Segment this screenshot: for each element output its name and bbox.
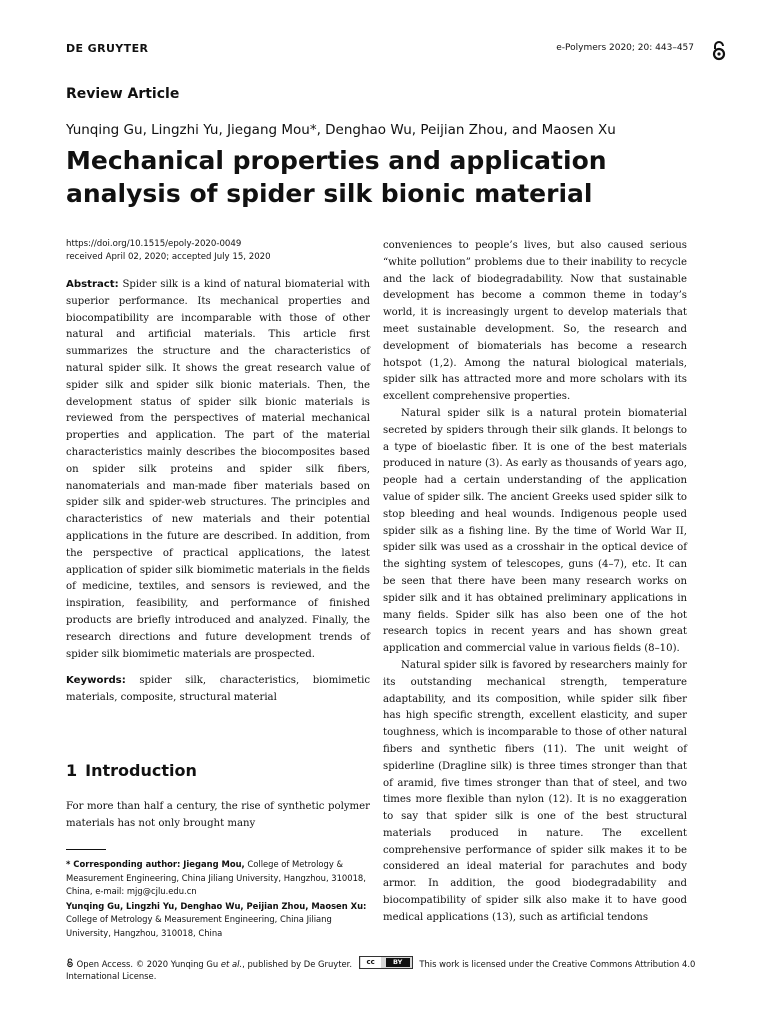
body-paragraph-1: conveniences to people’s lives, but also caused serious “white pollution” problems due to their inability to recycle and the lack of biodegradability. Now that sustainable development has become a common theme in today’s world, it is increasingly urgent to develop materials that meet sustainable development. So, the research and development of biomaterials has become a research hotspot (1,2). Among the natural biological materials, spider silk has attracted more and more scholars with its excellent comprehensive properties. [383, 240, 687, 403]
introduction-paragraph: For more than half a century, the rise of synthetic polymer materials has not only brought many [66, 800, 370, 829]
coauthors-affiliation: College of Metrology & Measurement Engineering, China Jiliang University, Hangzhou, 310018, China [66, 914, 332, 938]
open-access-small-icon [66, 958, 74, 968]
cc-by-badge[interactable] [359, 956, 413, 969]
left-column [66, 238, 370, 833]
license-prefix: Open Access. © 2020 Yunqing Gu [76, 959, 219, 969]
license-statement: This work is licensed under the Creative Commons Attribution 4.0 International License. [66, 959, 696, 981]
keywords-text: spider silk, characteristics, biomimetic materials, composite, structural material [66, 675, 370, 704]
body-paragraph-3: Natural spider silk is favored by researchers mainly for its outstanding mechanical strength, temperature adaptability, and its composition, while spider silk fiber has high specific strength, excellent elasticity, and super toughness, which is incomparable to those of other natural fibers and synthetic fibers (11). The unit weight of spiderline (Dragline silk) is three times stronger than that of aramid, five times stronger than that of steel, and two times more flexible than nylon (12). It is no exaggeration to say that spider silk is one of the best structural materials produced in nature. The excellent comprehensive performance of spider silk makes it to be considered an ideal material for parachutes and body armor. In addition, the good biodegradability and biocompatibility of spider silk also make it to have good medical applications (13), such as artificial tendons [383, 659, 687, 923]
keywords-label: Keywords: [66, 675, 126, 687]
corresponding-author-label: * Corresponding author: Jiegang Mou, [66, 859, 245, 869]
keywords [66, 673, 370, 707]
coauthors-label: Yunqing Gu, Lingzhi Yu, Denghao Wu, Peijian Zhou, Maosen Xu: [66, 900, 367, 911]
corresponding-author-affiliation: College of Metrology & Measurement Engineering, China Jiliang University, Hangzhou, 310018, China, e-mail: mjg@cjlu.edu.cn [66, 859, 366, 897]
author-list: Yunqing Gu, Lingzhi Yu, Jiegang Mou*, Denghao Wu, Peijian Zhou, and Maosen Xu [66, 122, 616, 138]
cc-badge-by: BY [386, 958, 410, 967]
section-number: 1 [66, 760, 78, 780]
license-et-al: et al. [220, 959, 243, 969]
publisher-name: DE GRUYTER [66, 42, 149, 55]
corresponding-author-note [66, 858, 370, 899]
footnotes [66, 849, 370, 941]
abstract [66, 277, 370, 663]
article-title: Mechanical properties and application analysis of spider silk bionic material [66, 146, 607, 208]
right-column [383, 238, 687, 927]
abstract-label: Abstract: [66, 279, 119, 290]
article-meta [66, 238, 370, 264]
article-type: Review Article [66, 86, 180, 102]
received-accepted-dates: received April 02, 2020; accepted July 15, 2020 [66, 252, 271, 262]
footnote-divider [66, 849, 106, 850]
section-title: Introduction [85, 760, 197, 780]
doi-link[interactable]: https://doi.org/10.1515/epoly-2020-0049 [66, 239, 242, 249]
page-header [66, 42, 728, 58]
cc-badge-cc: cc [361, 957, 381, 968]
journal-citation: e-Polymers 2020; 20: 443–457 [556, 43, 694, 53]
body-paragraph-2: Natural spider silk is a natural protein biomaterial secreted by spiders through their silk glands. It belongs to a type of bioelastic fiber. It is one of the best materials produced in nature (3). As early as thousands of years ago, people had a certain understanding of the application value of spider silk. The ancient Greeks used spider silk to stop bleeding and heal wounds. Indigenous people used spider silk as a fishing line. By the time of World War II, spider silk was used as a crosshair in the optical device of the sighting system of telescopes, guns (4–7), etc. It can be seen that there have been many research works on spider silk and it has obtained preliminary applications in many fields. Spider silk has also been one of the hot research topics in recent years and has shown great application and commercial value in various fields (8–10). [383, 407, 687, 655]
section-heading-introduction [66, 761, 370, 781]
coauthors-note [66, 900, 370, 941]
open-access-icon [710, 40, 728, 62]
license-note [66, 956, 706, 982]
license-publisher: , published by De Gruyter. [242, 959, 353, 969]
abstract-text: Spider silk is a kind of natural biomaterial with superior performance. Its mechanical properties and biocompatibility are incomparable with those of other natural and artificial materials. This article first summarizes the structure and the characteristics of natural spider silk. It shows the great research value of spider silk and spider silk bionic materials. Then, the development status of spider silk bionic materials is reviewed from the perspectives of material mechanical properties and application. The part of the material characteristics mainly describes the biocomposites based on spider silk proteins and spider silk fibers, nanomaterials and man-made fiber materials based on spider silk and spider-web structures. The principles and characteristics of new materials and their potential applications in the future are described. In addition, from the perspective of practical applications, the latest application of spider silk biomimetic materials in the fields of medicine, textiles, and sensors is reviewed, and the inspiration, feasibility, and performance of finished products are briefly introduced and analyzed. Finally, the research directions and future development trends of spider silk biomimetic materials are prospected. [66, 279, 371, 660]
